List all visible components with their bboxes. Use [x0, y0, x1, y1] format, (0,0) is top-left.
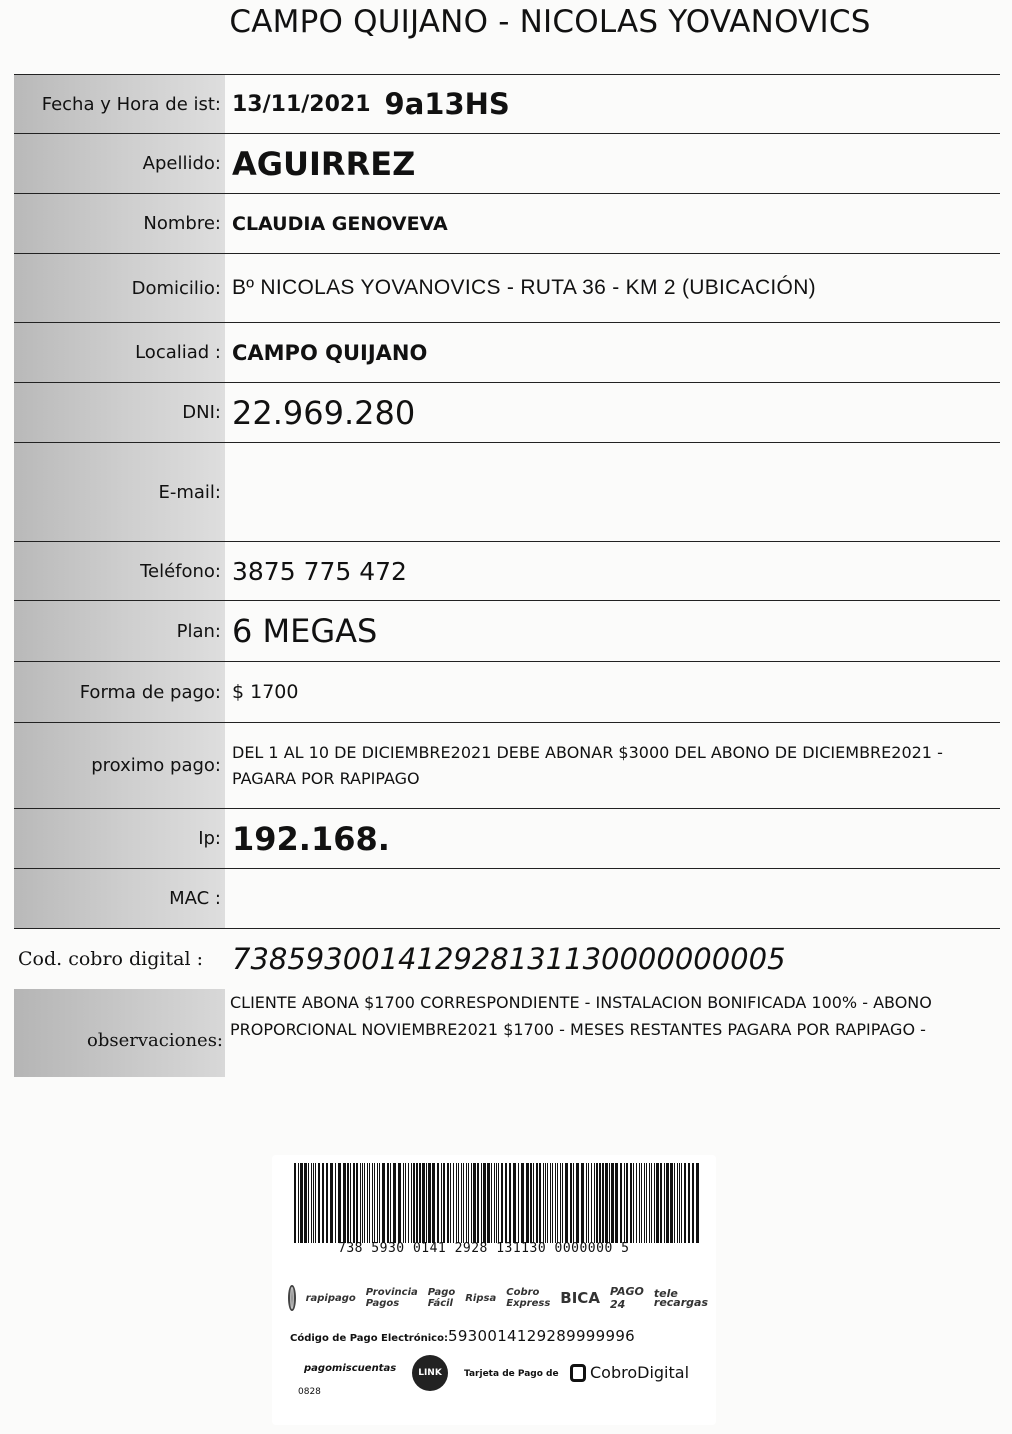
barcode-bar	[428, 1163, 431, 1243]
payment-code-value: 5930014129289999996	[448, 1327, 636, 1345]
payment-slip	[272, 1155, 716, 1425]
barcode-bar	[458, 1163, 459, 1243]
barcode-bar	[611, 1163, 614, 1243]
barcode-bar	[626, 1163, 628, 1243]
row-cod-cobro	[14, 928, 1000, 989]
barcode-bar	[437, 1163, 439, 1243]
barcode-bar	[364, 1163, 365, 1243]
logo-bica: BICA	[560, 1289, 600, 1307]
barcode-bar	[353, 1163, 355, 1243]
barcode-bar	[649, 1163, 650, 1243]
barcode-bar	[450, 1163, 451, 1243]
barcode-bar	[513, 1163, 516, 1243]
barcode-bar	[335, 1163, 336, 1243]
localidad-label: Localiad :	[14, 323, 225, 382]
barcode-bar	[624, 1163, 625, 1243]
barcode-bar	[398, 1163, 401, 1243]
barcode-bar	[456, 1163, 457, 1243]
cobrodigital-text: CobroDigital	[590, 1363, 690, 1382]
barcode-bar	[692, 1163, 694, 1243]
barcode-bar	[411, 1163, 412, 1243]
barcode-bar	[426, 1163, 427, 1243]
barcode-bar	[441, 1163, 442, 1243]
barcode-bar	[369, 1163, 370, 1243]
barcode-bar	[466, 1163, 467, 1243]
barcode-bar	[560, 1163, 561, 1243]
logo-provincia: Provincia Pagos	[365, 1287, 418, 1309]
telefono-value: 3875 775 472	[232, 556, 407, 586]
proximo-pago-value	[230, 723, 1000, 808]
barcode-bar	[374, 1163, 375, 1243]
barcode-bar	[518, 1163, 519, 1243]
barcode-bar	[654, 1163, 655, 1243]
barcode-bar	[463, 1163, 464, 1243]
barcode-bar	[350, 1163, 351, 1243]
barcode-bar	[505, 1163, 507, 1243]
seal-logo-icon	[288, 1285, 296, 1311]
barcode-bar	[521, 1163, 524, 1243]
barcode-bar	[491, 1163, 492, 1243]
row-domicilio	[14, 253, 1000, 322]
proximo-pago-line1: DEL 1 AL 10 DE DICIEMBRE2021 DEBE ABONAR $3000 DEL ABONO DE DICIEMBRE2021 -	[232, 742, 943, 762]
mac-value	[230, 869, 1000, 928]
dni-value: 22.969.280	[232, 393, 416, 432]
logo-rapipago: rapipago	[305, 1292, 356, 1304]
barcode-bar	[633, 1163, 634, 1243]
barcode-bar	[308, 1163, 309, 1243]
barcode-bar	[377, 1163, 378, 1243]
barcode-bar	[356, 1163, 358, 1243]
cod-cobro-value: 738593001412928131130000000005	[232, 942, 786, 976]
barcode-bar	[562, 1163, 563, 1243]
email-label: E-mail:	[14, 443, 225, 541]
barcode-bar	[565, 1163, 568, 1243]
barcode-bar	[416, 1163, 418, 1243]
barcode-bar	[545, 1163, 546, 1243]
row-email	[14, 442, 1000, 541]
barcode-bar	[664, 1163, 665, 1243]
barcode-bar	[688, 1163, 690, 1243]
domicilio-value: Bº NICOLAS YOVANOVICS - RUTA 36 - KM 2 (UBICACIÓN)	[232, 276, 816, 299]
barcode-bar	[311, 1163, 312, 1243]
logo-link: LINK	[412, 1355, 448, 1391]
apellido-label: Apellido:	[14, 134, 225, 193]
observaciones-line2: PROPORCIONAL NOVIEMBRE2021 $1700 - MESES RESTANTES PAGARA POR RAPIPAGO -	[230, 1020, 926, 1039]
barcode-bar	[605, 1163, 608, 1243]
barcode-bar	[552, 1163, 553, 1243]
logo-pagofacil: Pago Fácil	[427, 1287, 456, 1309]
row-fecha	[14, 74, 1000, 133]
barcode-bar	[630, 1163, 632, 1243]
barcode-bar	[313, 1163, 314, 1243]
fecha-value	[230, 75, 1000, 133]
barcode-bar	[461, 1163, 462, 1243]
barcode-bar	[393, 1163, 396, 1243]
barcode-bar	[656, 1163, 659, 1243]
email-value	[230, 443, 1000, 541]
barcode-bar	[403, 1163, 404, 1243]
apellido-value: AGUIRREZ	[232, 144, 416, 183]
barcode-bar	[322, 1163, 324, 1243]
barcode-bar	[501, 1163, 503, 1243]
barcode-bar	[487, 1163, 490, 1243]
barcode-bar	[660, 1163, 662, 1243]
row-plan	[14, 600, 1000, 661]
barcode-bar	[477, 1163, 479, 1243]
barcode-bar	[326, 1163, 328, 1243]
forma-pago-label: Forma de pago:	[14, 662, 225, 722]
barcode-bar	[543, 1163, 544, 1243]
barcode-bar	[681, 1163, 682, 1243]
barcode-bar	[615, 1163, 618, 1243]
slip-small-number: 0828	[298, 1387, 321, 1397]
barcode-bar	[530, 1163, 532, 1243]
barcode-bar	[453, 1163, 454, 1243]
barcode-bar	[639, 1163, 640, 1243]
barcode-bar	[338, 1163, 341, 1243]
barcode-bar	[555, 1163, 556, 1243]
ip-label: Ip:	[14, 809, 225, 868]
barcode-bar	[343, 1163, 346, 1243]
observaciones-label: observaciones:	[14, 989, 225, 1077]
row-proximo-pago	[14, 722, 1000, 808]
barcode-bar	[494, 1163, 495, 1243]
barcode-bar	[379, 1163, 380, 1243]
barcode-bar	[298, 1163, 299, 1243]
forma-pago-value: $ 1700	[232, 681, 299, 703]
barcode-bar	[570, 1163, 572, 1243]
row-forma-pago	[14, 661, 1000, 722]
client-form	[14, 74, 1000, 1077]
barcode-bar	[360, 1163, 361, 1243]
barcode-bar	[443, 1163, 445, 1243]
row-observaciones	[14, 989, 1000, 1077]
nombre-label: Nombre:	[14, 194, 225, 253]
payment-code-label: Código de Pago Electrónico:	[290, 1333, 448, 1344]
barcode-bar	[602, 1163, 604, 1243]
barcode-bar	[573, 1163, 574, 1243]
barcode-bar	[382, 1163, 385, 1243]
barcode-bar	[387, 1163, 389, 1243]
ip-value: 192.168.	[232, 819, 390, 858]
barcode-bar	[405, 1163, 406, 1243]
logo-cobrodigital	[570, 1363, 689, 1382]
page-title: CAMPO QUIJANO - NICOLAS YOVANOVICS	[229, 4, 871, 40]
barcode-bar	[646, 1163, 647, 1243]
row-dni	[14, 382, 1000, 442]
barcode-bar	[536, 1163, 538, 1243]
domicilio-label: Domicilio:	[14, 254, 225, 322]
barcode-bar	[533, 1163, 534, 1243]
barcode-bar	[318, 1163, 320, 1243]
row-nombre	[14, 193, 1000, 253]
barcode-bar	[596, 1163, 598, 1243]
fecha-date: 13/11/2021	[232, 91, 371, 117]
barcode-bar	[481, 1163, 482, 1243]
row-ip	[14, 808, 1000, 868]
cobrodigital-icon	[570, 1364, 586, 1382]
nombre-value: CLAUDIA GENOVEVA	[232, 212, 448, 235]
fecha-label: Fecha y Hora de ist:	[14, 75, 225, 133]
barcode-bar	[576, 1163, 579, 1243]
observaciones-value	[230, 989, 970, 1043]
barcode-bar	[419, 1163, 421, 1243]
barcode-bar	[390, 1163, 391, 1243]
row-telefono	[14, 541, 1000, 600]
barcode-bar	[471, 1163, 472, 1243]
proximo-pago-label: proximo pago:	[14, 723, 225, 808]
barcode-bar	[641, 1163, 642, 1243]
barcode-bar	[468, 1163, 469, 1243]
localidad-value: CAMPO QUIJANO	[232, 340, 428, 365]
barcode-bar	[588, 1163, 589, 1243]
barcode-bar	[644, 1163, 645, 1243]
barcode-bar	[498, 1163, 499, 1243]
barcode-bar	[432, 1163, 435, 1243]
logo-cobroexpress: Cobro Express	[506, 1287, 551, 1309]
barcode-bar	[315, 1163, 316, 1243]
telefono-label: Teléfono:	[14, 542, 225, 600]
barcode-bar	[509, 1163, 511, 1243]
barcode-bar	[609, 1163, 610, 1243]
barcode-bar	[581, 1163, 584, 1243]
barcode-bar	[677, 1163, 678, 1243]
barcode-bar	[304, 1163, 307, 1243]
barcode-number: 738 5930 0141 2928 131130 0000000 5	[338, 1241, 630, 1256]
mac-label: MAC :	[14, 869, 225, 928]
barcode-bar	[696, 1163, 699, 1243]
barcode-bar	[547, 1163, 548, 1243]
barcode-bar	[294, 1163, 296, 1243]
row-localidad	[14, 322, 1000, 382]
plan-label: Plan:	[14, 601, 225, 661]
logo-pagomiscuentas: pagomiscuentas	[304, 1363, 397, 1374]
barcode-bar	[636, 1163, 637, 1243]
row-apellido	[14, 133, 1000, 193]
barcode-bar	[496, 1163, 497, 1243]
barcode-bar	[670, 1163, 673, 1243]
cod-cobro-label: Cod. cobro digital :	[14, 929, 225, 989]
barcode	[294, 1163, 702, 1243]
barcode-bar	[674, 1163, 675, 1243]
barcode-bar	[599, 1163, 601, 1243]
barcode-bar	[367, 1163, 368, 1243]
barcode-bar	[300, 1163, 303, 1243]
barcode-bar	[372, 1163, 373, 1243]
barcode-bar	[557, 1163, 558, 1243]
row-mac	[14, 868, 1000, 928]
barcode-bar	[408, 1163, 409, 1243]
barcode-bar	[473, 1163, 476, 1243]
barcode-bar	[591, 1163, 592, 1243]
tarjeta-label: Tarjeta de Pago de	[464, 1369, 559, 1379]
barcode-bar	[679, 1163, 680, 1243]
barcode-bar	[422, 1163, 425, 1243]
barcode-bar	[620, 1163, 622, 1243]
barcode-bar	[526, 1163, 529, 1243]
payment-logos	[288, 1283, 708, 1313]
barcode-bar	[362, 1163, 363, 1243]
barcode-bar	[550, 1163, 551, 1243]
barcode-bar	[347, 1163, 349, 1243]
barcode-bar	[666, 1163, 669, 1243]
logo-telerecargas: tele recargas	[653, 1287, 708, 1309]
barcode-bar	[413, 1163, 415, 1243]
barcode-bar	[586, 1163, 587, 1243]
fecha-time: 9a13HS	[384, 87, 510, 121]
logo-pago24: PAGO 24	[609, 1285, 644, 1311]
barcode-bar	[447, 1163, 449, 1243]
barcode-bar	[330, 1163, 333, 1243]
barcode-bar	[651, 1163, 652, 1243]
barcode-bar	[483, 1163, 486, 1243]
barcode-bar	[684, 1163, 686, 1243]
barcode-bar	[539, 1163, 541, 1243]
proximo-pago-line2: PAGARA POR RAPIPAGO	[232, 768, 420, 788]
barcode-bar	[594, 1163, 595, 1243]
logo-ripsa: Ripsa	[465, 1292, 497, 1304]
dni-label: DNI:	[14, 383, 225, 442]
observaciones-line1: CLIENTE ABONA $1700 CORRESPONDIENTE - INSTALACION BONIFICADA 100% - ABONO	[230, 993, 932, 1012]
plan-value: 6 MEGAS	[232, 612, 378, 650]
